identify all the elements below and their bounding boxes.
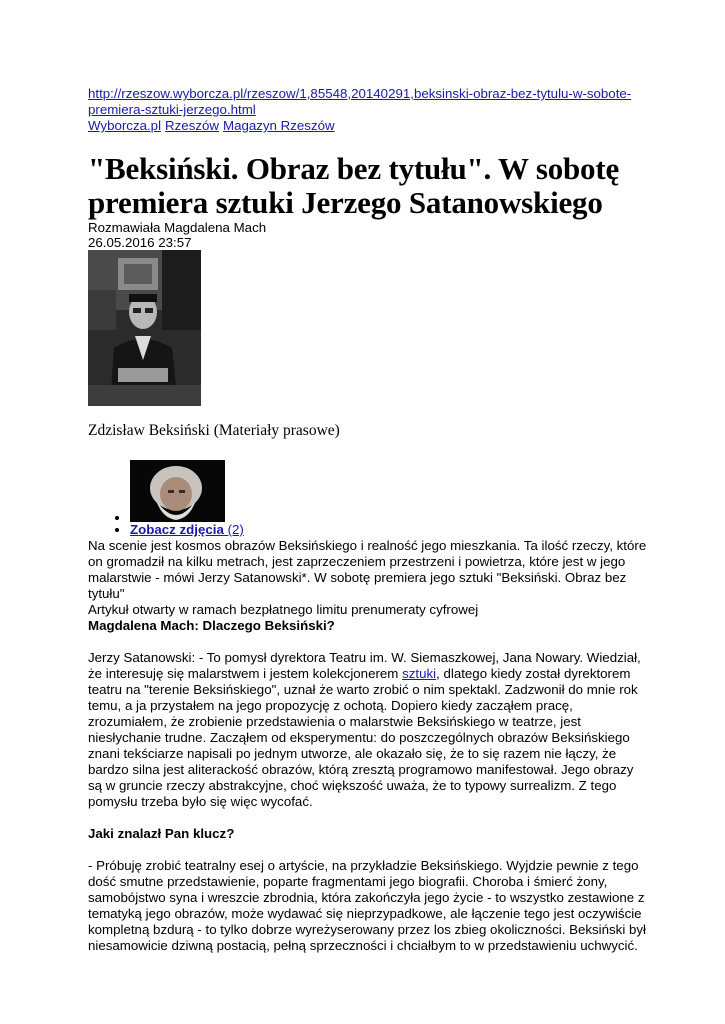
breadcrumb-rzeszow[interactable]: Rzeszów xyxy=(165,118,219,133)
source-url-link[interactable] xyxy=(88,86,648,118)
article-date: 26.05.2016 23:57 xyxy=(88,235,192,250)
satanowski-thumbnail-photo[interactable] xyxy=(130,460,225,522)
breadcrumb-magazyn[interactable]: Magazyn Rzeszów xyxy=(223,118,335,133)
gallery-count: (2) xyxy=(227,522,244,537)
article-lead: Na scenie jest kosmos obrazów Beksińskiego i realność jego mieszkania. Ta ilość rzeczy, które on gromadził na kilku metrach, jest zaprzeczeniem przestrzeni i powietrza, które jest w jego malarstwie - mówi Jerzy Satanowski*. W sobotę premiera jego sztuki "Beksiński. Obraz bez tytułu" xyxy=(88,538,647,601)
sztuki-link[interactable]: sztuki xyxy=(402,666,437,681)
question-2: Jaki znalazł Pan klucz? xyxy=(88,826,235,841)
article-author: Rozmawiała Magdalena Mach xyxy=(88,220,267,235)
gallery-list xyxy=(88,460,648,538)
beksinski-portrait-photo xyxy=(88,250,201,406)
question-1: Magdalena Mach: Dlaczego Beksiński? xyxy=(88,618,335,633)
answer-2: - Próbuję zrobić teatralny esej o artyście, na przykładzie Beksińskiego. Wyjdzie pewnie z tego dość smutne przedstawienie, poparte fragmentami jego biografii. Choroba i śmierć żony, samobójstwo syna i wreszcie zbrodnia, która zakończyła jego życie - to wszystko zestawione z tematyką jego obrazów, może wydawać się nieprzypadkowe, ale łączenie tego jest oczywiście kompletną bzdurą - to tylko dobrze wyreżyserowany przez los zbieg okoliczności. Beksiński był niesamowicie dziwną postacią, pełną sprzeczności i chciałbym to w przedstawieniu uchwycić. xyxy=(88,858,646,953)
breadcrumb xyxy=(88,118,648,134)
document-page xyxy=(88,86,648,954)
answer-1 xyxy=(88,650,648,810)
breadcrumb-wyborcza[interactable]: Wyborcza.pl xyxy=(88,118,162,133)
gallery-link-item xyxy=(130,522,648,538)
answer-1-text-b: , dlatego kiedy został dyrektorem teatru na "terenie Beksińskiego", uznał że warto zrobić o nim spektakl. Zadzwonił do mnie rok temu, a ja przystałem na jego propozycję z ochotą. Dopiero kiedy zacząłem pracę, zrozumiałem, że zrobienie przedstawienia o malarstwie Beksińskiego w teatrze, jest niesłychanie trudne. Zacząłem od eksperymentu: do poszczególnych obrazów Beksińskiego znani tekściarze napisali po jednym utworze, ale okazało się, że to się razem nie łączy, że bardzo silna jest aliterackość obrazów, którą zresztą programowo manifestował. Jego obrazy są w gruncie rzeczy abstrakcyjne, choć większość uważa, że to typowy surrealizm. Z tego pomysłu trzeba było się więc wycofać. xyxy=(88,666,638,809)
source-url-line2: premiera-sztuki-jerzego.html xyxy=(88,102,256,117)
gallery-link[interactable] xyxy=(130,522,244,537)
source-url-line1: http://rzeszow.wyborcza.pl/rzeszow/1,85548,20140291,beksinski-obraz-bez-tytulu-w-sobote- xyxy=(88,86,632,101)
article-title: "Beksiński. Obraz bez tytułu". W sobotę premiera sztuki Jerzego Satanowskiego xyxy=(88,151,620,220)
paywall-note: Artykuł otwarty w ramach bezpłatnego limitu prenumeraty cyfrowej xyxy=(88,602,479,617)
photo-caption: Zdzisław Beksiński (Materiały prasowe) xyxy=(88,422,340,439)
gallery-link-label: Zobacz zdjęcia xyxy=(130,522,224,537)
gallery-thumb-item xyxy=(130,460,648,522)
answer-1-text-a: Jerzy Satanowski: - To pomysł dyrektora Teatru im. W. Siemaszkowej, Jana Nowary. Wiedział, że interesuję się malarstwem i jestem kolekcjonerem xyxy=(88,650,641,681)
